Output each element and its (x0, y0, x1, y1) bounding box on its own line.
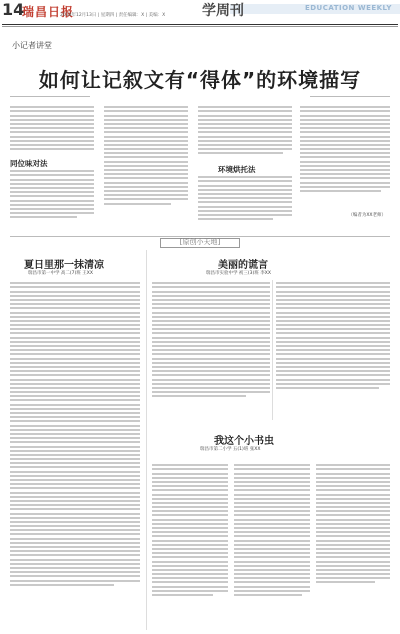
article-title: 夏日里那一抹清凉 (24, 260, 104, 271)
text-block (198, 174, 292, 222)
text-block (10, 104, 94, 152)
date-line: 2018年12月13日 | 星期四 | 责任编辑：X | 美编：X (60, 13, 166, 18)
article-body (10, 280, 140, 630)
subhead-1: 同位味对法 (10, 159, 48, 168)
article-body (152, 280, 270, 422)
section-name: 学周刊 (202, 3, 244, 19)
article-byline: 瑞昌市第二小学 五(1)班 张XX (200, 447, 261, 452)
article-body (276, 280, 390, 422)
header-rule-thin (2, 26, 398, 27)
divider-label: [原创小天地] (179, 238, 221, 246)
subhead-2: 环境烘托法 (218, 165, 256, 174)
page-header (0, 0, 400, 24)
section-header (160, 0, 400, 20)
page-number: 14 (2, 0, 25, 19)
header-rule (2, 24, 398, 25)
article-column-1 (10, 104, 94, 232)
text-block (104, 104, 188, 207)
title-rule-left (10, 96, 90, 97)
article-byline: 瑞昌市实验中学 初三(3)班 李XX (206, 271, 271, 276)
text-block (10, 168, 94, 220)
author-note: （编者为XX老师） (348, 213, 386, 218)
article-title: 美丽的谎言 (218, 260, 268, 271)
article-body (234, 462, 310, 630)
section-divider (10, 236, 390, 237)
article-column-3 (198, 104, 292, 232)
text-block (198, 104, 292, 156)
column-label: 小记者讲堂 (12, 41, 52, 50)
title-rule-right (310, 96, 390, 97)
page-title: 如何让记叙文有“得体”的环境描写 (38, 68, 362, 92)
article-body (316, 462, 390, 630)
article-title: 我这个小书虫 (214, 436, 274, 447)
column-divider (272, 280, 273, 420)
article-byline: 瑞昌市第一中学 高二(7)班 王XX (28, 271, 93, 276)
section-english: EDUCATION WEEKLY (304, 4, 392, 12)
article-body (152, 462, 228, 630)
column-divider (146, 250, 147, 630)
text-block (300, 104, 390, 194)
article-column-2 (104, 104, 188, 232)
newspaper-logo: 瑞昌日报 (22, 5, 75, 19)
